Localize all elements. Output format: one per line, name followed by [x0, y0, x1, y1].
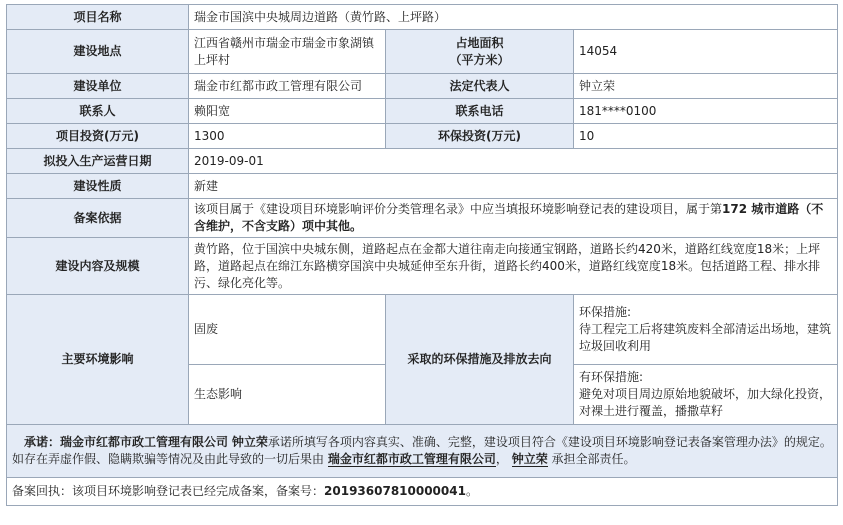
basis-category: 172 城市道路（不含维护，不含支路）项中其他。	[194, 202, 824, 233]
receipt-number: 20193607810000041	[324, 484, 466, 498]
unit-label: 建设单位	[7, 74, 189, 99]
contact-value: 赖阳宽	[189, 99, 386, 124]
phone-value: 181****0100	[574, 99, 838, 124]
registration-form-table	[6, 4, 838, 506]
basis-value	[189, 199, 838, 238]
pledge-end: 承担全部责任。	[551, 452, 636, 466]
waste-measure-title: 环保措施:	[579, 305, 632, 319]
location-value: 江西省赣州市瑞金市瑞金市象湖镇上坪村	[189, 30, 386, 74]
pledge-label: 承诺：	[24, 435, 61, 449]
start-date-label: 拟投入生产运营日期	[7, 149, 189, 174]
receipt-body: 备案回执：该项目环境影响登记表已经完成备案，备案号：	[12, 484, 325, 498]
start-date-value: 2019-09-01	[189, 149, 838, 174]
unit-value: 瑞金市红都市政工管理有限公司	[189, 74, 386, 99]
project-name-label: 项目名称	[7, 5, 189, 30]
receipt-end: 。	[465, 484, 478, 498]
waste-measure	[574, 295, 838, 365]
pledge-body: 承诺所填写各项内容真实、准确、完整，建设项目符合《建设项目环境影响登记表备案管理办法》的规定。如存在弄虚作假、隐瞒欺骗等情况及由此导致的一切后果由	[12, 435, 832, 466]
ecology-measure-title: 有环保措施:	[579, 370, 644, 384]
pledge-person: 钟立荣	[231, 435, 268, 449]
row-nature	[7, 174, 838, 199]
contact-label: 联系人	[7, 99, 189, 124]
row-project-name	[7, 5, 838, 30]
ecology-measure-text: 避免对项目周边原始地貌破坏，加大绿化投资，对裸土进行覆盖，播撒草籽	[579, 387, 832, 418]
nature-label: 建设性质	[7, 174, 189, 199]
row-receipt	[7, 478, 838, 506]
impact-item-waste: 固废	[189, 295, 386, 365]
basis-text: 该项目属于《建设项目环境影响评价分类管理名录》中应当填报环境影响登记表的建设项目，属于第	[194, 202, 723, 216]
measures-label: 采取的环保措施及排放去向	[386, 295, 574, 425]
investment-value: 1300	[189, 124, 386, 149]
scope-label: 建设内容及规模	[7, 238, 189, 295]
area-value: 14054	[574, 30, 838, 74]
impact-label: 主要环境影响	[7, 295, 189, 425]
row-start-date	[7, 149, 838, 174]
investment-label: 项目投资(万元)	[7, 124, 189, 149]
scope-value: 黄竹路，位于国滨中央城东侧，道路起点在金都大道往南走向接通宝钢路，道路长约420米，道路红线宽度18米；上坪路，道路起点在绵江东路横穿国滨中央城延伸至东升街，道路长约400米，道路红线宽度18米。包括道路工程、排水排污、绿化亮化等。	[189, 238, 838, 295]
row-location	[7, 30, 838, 74]
row-contact	[7, 99, 838, 124]
waste-measure-text: 待工程完工后将建筑废料全部清运出场地，建筑垃圾回收利用	[579, 322, 832, 353]
basis-label: 备案依据	[7, 199, 189, 238]
row-impact-1	[7, 295, 838, 365]
env-investment-value: 10	[574, 124, 838, 149]
row-basis	[7, 199, 838, 238]
phone-label: 联系电话	[386, 99, 574, 124]
pledge-company: 瑞金市红都市政工管理有限公司	[60, 435, 229, 449]
row-pledge	[7, 425, 838, 478]
row-scope	[7, 238, 838, 295]
project-name-value: 瑞金市国滨中央城周边道路（黄竹路、上坪路）	[189, 5, 838, 30]
pledge-text	[7, 425, 838, 478]
area-label: 占地面积 （平方米）	[386, 30, 574, 74]
impact-item-ecology: 生态影响	[189, 365, 386, 425]
ecology-measure	[574, 365, 838, 425]
location-label: 建设地点	[7, 30, 189, 74]
legal-rep-value: 钟立荣	[574, 74, 838, 99]
pledge-company-underlined: 瑞金市红都市政工管理有限公司	[327, 452, 496, 466]
receipt-text	[7, 478, 838, 506]
legal-rep-label: 法定代表人	[386, 74, 574, 99]
nature-value: 新建	[189, 174, 838, 199]
pledge-separator: ，	[495, 452, 508, 466]
pledge-person-underlined: 钟立荣	[511, 452, 548, 466]
row-investment	[7, 124, 838, 149]
row-unit	[7, 74, 838, 99]
env-investment-label: 环保投资(万元)	[386, 124, 574, 149]
